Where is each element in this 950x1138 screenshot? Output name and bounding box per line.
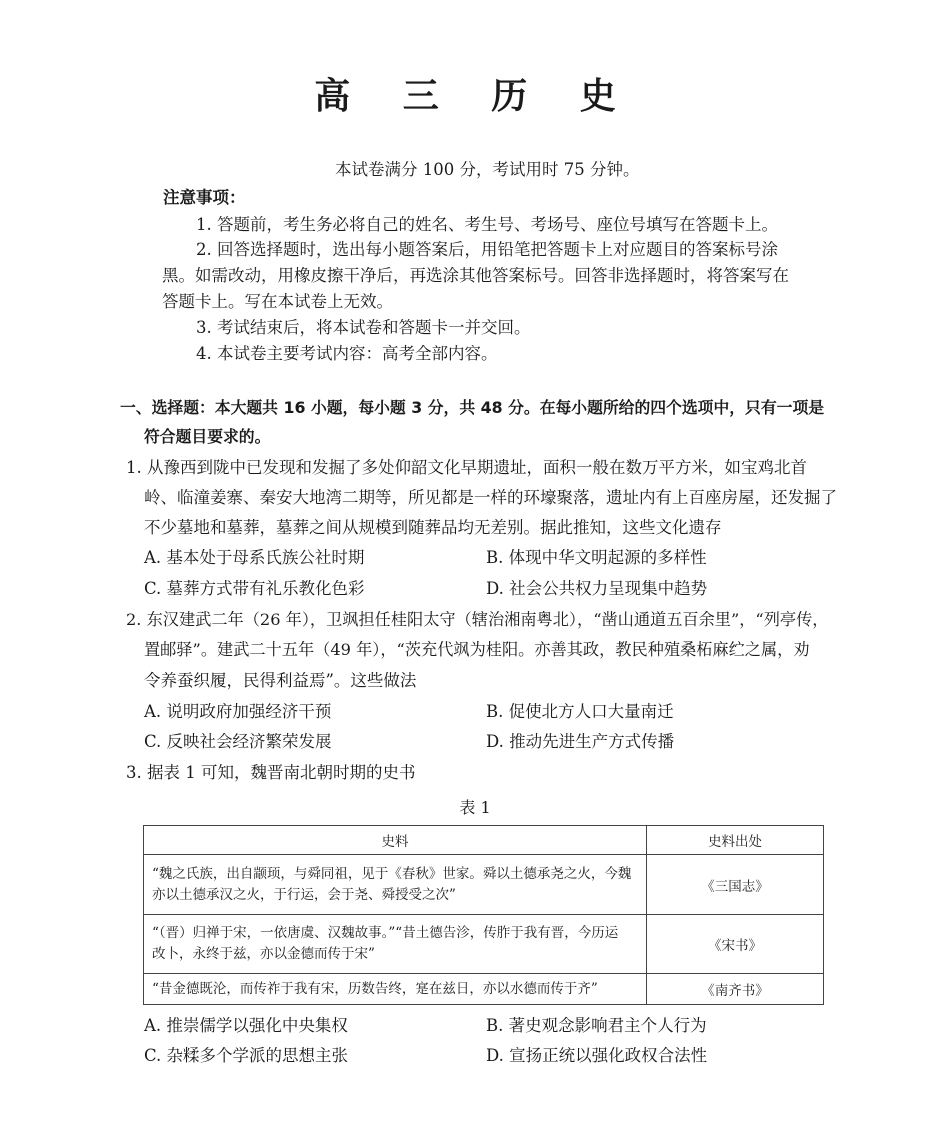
option-b: B. 促使北方人口大量南迁 xyxy=(486,702,674,721)
notice-line: 3. 考试结束后，将本试卷和答题卡一并交回。 xyxy=(196,318,531,337)
option-a: A. 基本处于母系氏族公社时期 xyxy=(144,548,365,567)
option-b: B. 体现中华文明起源的多样性 xyxy=(486,548,707,567)
table-cell-text xyxy=(144,915,647,974)
table-header-cell: 史料出处 xyxy=(647,826,824,855)
question-stem-line: 1. 从豫西到陇中已发现和发掘了多处仰韶文化早期遗址，面积一般在数万平方米，如宝鸡北首 xyxy=(126,458,807,477)
option-a: A. 推崇儒学以强化中央集权 xyxy=(144,1016,348,1035)
table-cell-text xyxy=(144,855,647,915)
table-cell-line: 亦以土德承汉之火，于行运，会于尧、舜授受之次” xyxy=(152,886,456,903)
table-cell-line: “（晋）归禅于宋，一依唐虞、汉魏故事。”“昔土德告沴，传胙于我有晋，今历运 xyxy=(152,925,619,941)
table-cell-line: 改卜，永终于兹，亦以金德而传于宋” xyxy=(152,946,375,962)
question-stem-line: 3. 据表 1 可知，魏晋南北朝时期的史书 xyxy=(126,763,416,782)
notice-line: 2. 回答选择题时，选出每小题答案后，用铅笔把答题卡上对应题目的答案标号涂 xyxy=(196,240,778,259)
option-d: D. 社会公共权力呈现集中趋势 xyxy=(486,579,708,598)
question-stem-line: 不少墓地和墓葬，墓葬之间从规模到随葬品均无差别。据此推知，这些文化遗存 xyxy=(144,518,722,537)
notice-line: 黑。如需改动，用橡皮擦干净后，再选涂其他答案标号。回答非选择题时，将答案写在 xyxy=(162,266,789,285)
table-row xyxy=(144,974,824,1005)
notice-line: 1. 答题前，考生务必将自己的姓名、考生号、考场号、座位号填写在答题卡上。 xyxy=(196,215,778,234)
notice-line: 4. 本试卷主要考试内容：高考全部内容。 xyxy=(196,344,498,363)
table-cell-line: “魏之氏族，出自颛顼，与舜同祖，见于《春秋》世家。舜以土德承尧之火，今魏 xyxy=(152,865,632,882)
notice-heading: 注意事项： xyxy=(163,188,246,207)
option-d: D. 推动先进生产方式传播 xyxy=(486,732,675,751)
section-heading-cont: 符合题目要求的。 xyxy=(144,427,271,446)
option-b: B. 著史观念影响君主个人行为 xyxy=(486,1016,707,1035)
option-a: A. 说明政府加强经济干预 xyxy=(144,702,332,721)
question-stem-line: 置邮驿”。建武二十五年（49 年），“茨充代飒为桂阳。亦善其政，教民种殖桑柘麻纻之属，劝 xyxy=(144,640,810,659)
table-cell-source: 《南齐书》 xyxy=(647,974,824,1005)
table-caption: 表 1 xyxy=(459,798,491,817)
option-c: C. 反映社会经济繁荣发展 xyxy=(144,732,332,751)
option-c: C. 杂糅多个学派的思想主张 xyxy=(144,1046,349,1065)
table-row xyxy=(144,855,824,915)
page-title: 高 三 历 史 xyxy=(314,76,636,117)
question-stem-line: 令养蚕织履，民得利益焉”。这些做法 xyxy=(144,671,417,690)
question-stem-line: 2. 东汉建武二年（26 年），卫飒担任桂阳太守（辖治湘南粤北），“凿山通道五百余里”，“列亭传， xyxy=(126,610,829,629)
source-table xyxy=(143,825,824,1005)
table-row xyxy=(144,915,824,974)
notice-line: 答题卡上。写在本试卷上无效。 xyxy=(162,292,393,311)
section-heading: 一、选择题：本大题共 16 小题，每小题 3 分，共 48 分。在每小题所给的四个选项中，只有一项是 xyxy=(120,398,825,417)
table-cell-source: 《三国志》 xyxy=(647,855,824,915)
table-header-cell: 史料 xyxy=(144,826,647,855)
table-cell-line: “昔金德既沦，而传祚于我有宋，历数告终，寔在兹日，亦以水德而传于齐” xyxy=(152,980,598,997)
table-cell-source: 《宋书》 xyxy=(647,915,824,974)
table-cell-text xyxy=(144,974,647,1005)
option-c: C. 墓葬方式带有礼乐教化色彩 xyxy=(144,579,365,598)
table-header-row xyxy=(144,826,824,855)
question-stem-line: 岭、临潼姜寨、秦安大地湾二期等，所见都是一样的环壕聚落，遗址内有上百座房屋，还发掘了 xyxy=(144,488,837,507)
exam-info: 本试卷满分 100 分，考试用时 75 分钟。 xyxy=(335,160,640,179)
option-d: D. 宣扬正统以强化政权合法性 xyxy=(486,1046,708,1065)
